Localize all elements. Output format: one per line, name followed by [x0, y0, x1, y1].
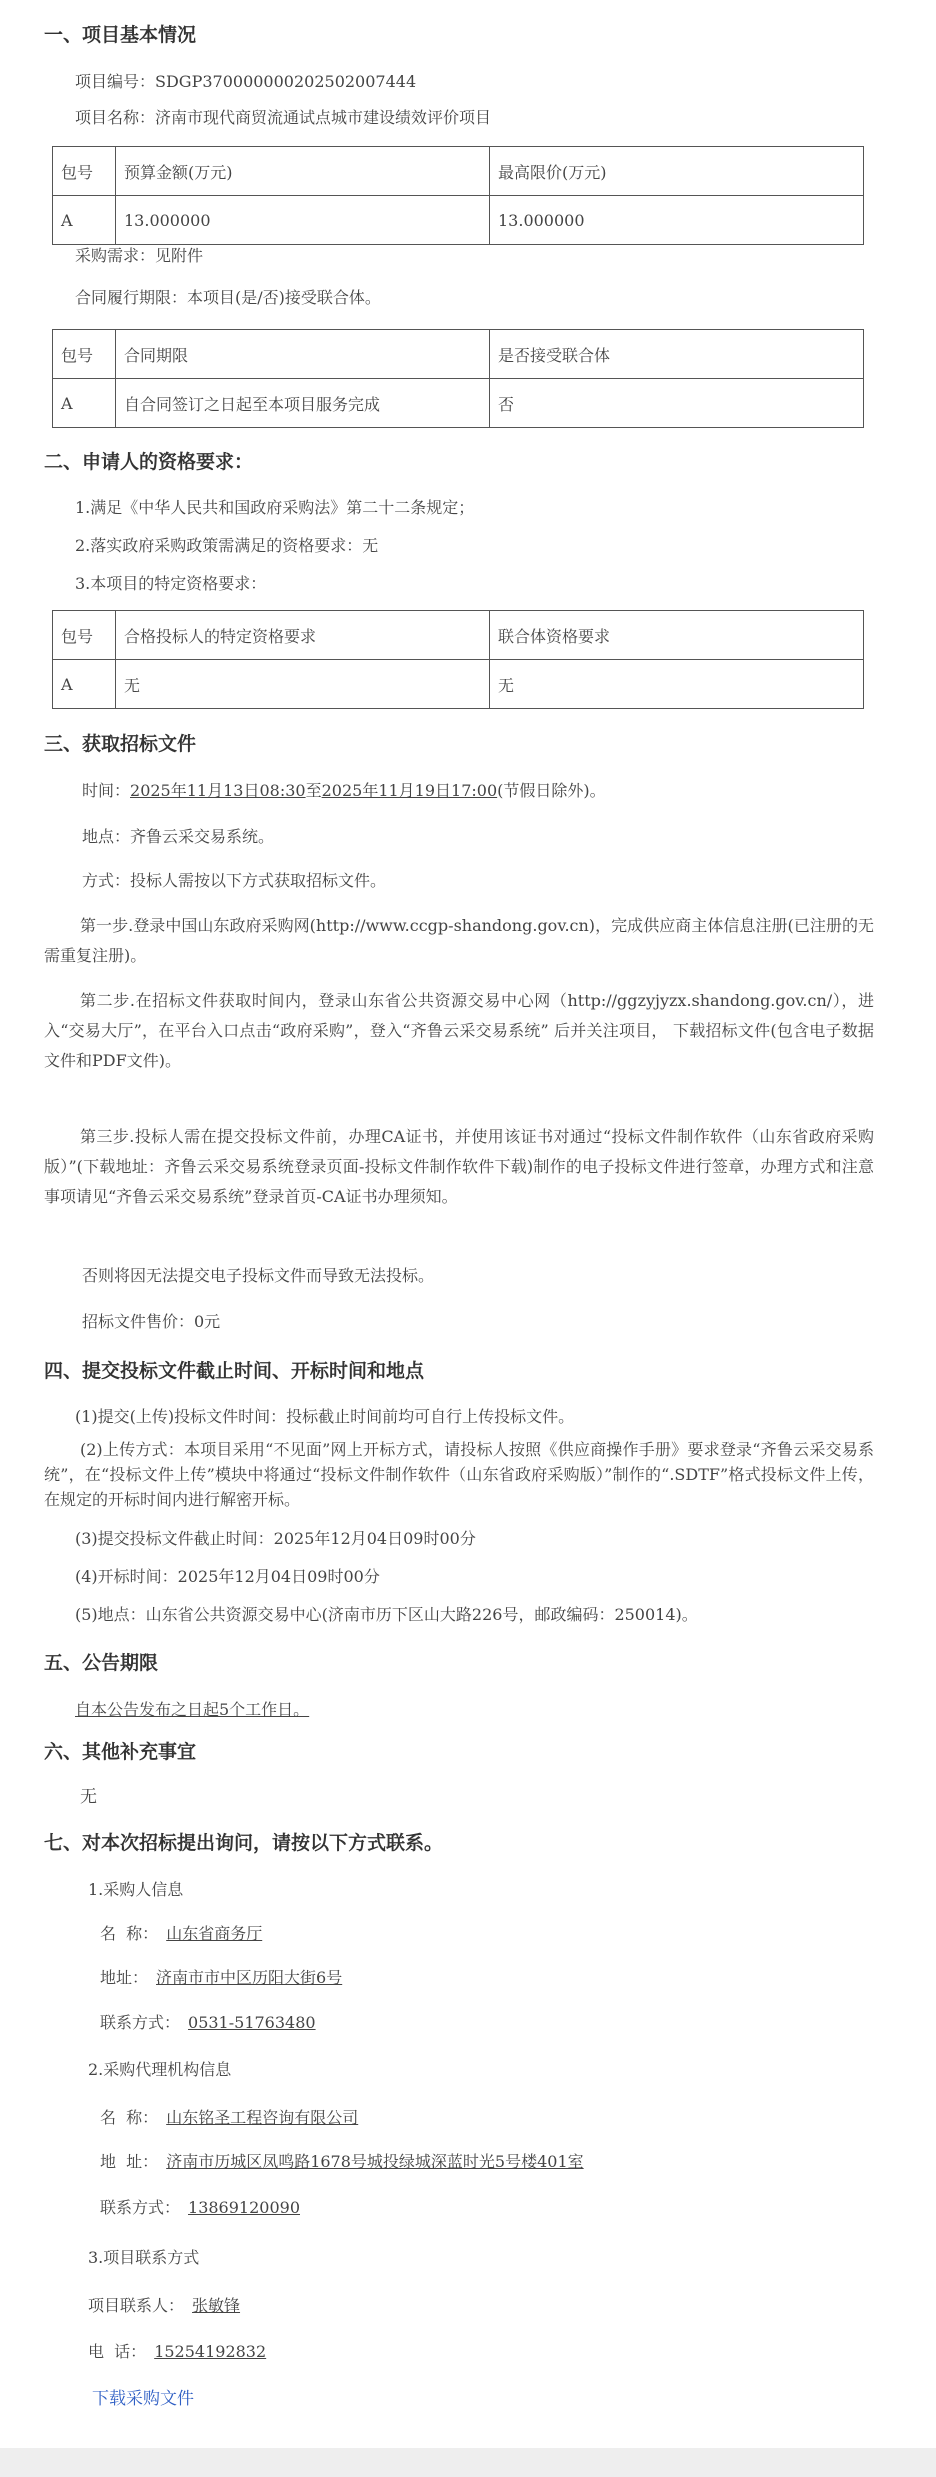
agency-contact: 联系方式： 13869120090	[100, 2198, 300, 2217]
qualification-item-2: 2.落实政府采购政策需满足的资格要求：无	[75, 536, 379, 555]
table-header-cell: 合格投标人的特定资格要求	[116, 611, 490, 660]
table-cell: 否	[490, 379, 864, 428]
table-header-cell: 最高限价(万元)	[490, 147, 864, 196]
table-header-cell: 合同期限	[116, 330, 490, 379]
contact-phone: 电 话： 15254192832	[88, 2342, 267, 2361]
section-3-heading: 三、获取招标文件	[44, 733, 197, 755]
table-header-cell: 包号	[53, 611, 116, 660]
table-header-row	[53, 330, 864, 379]
acquire-time: 时间：2025年11月13日08:30至2025年11月19日17:00(节假日除外)。	[82, 781, 606, 800]
submit-item-4: (4)开标时间：2025年12月04日09时00分	[75, 1567, 380, 1586]
page-footer-bar	[0, 2448, 936, 2477]
acquire-place: 地点：齐鲁云采交易系统。	[82, 827, 275, 846]
purchaser-name: 名 称： 山东省商务厅	[100, 1924, 263, 1943]
section-2-heading: 二、申请人的资格要求：	[44, 451, 254, 473]
table-row	[53, 379, 864, 428]
contract-table	[52, 329, 864, 428]
agency-title: 2.采购代理机构信息	[88, 2060, 232, 2079]
table-cell: A	[53, 660, 116, 709]
section-6-heading: 六、其他补充事宜	[44, 1741, 197, 1763]
agency-address: 地 址： 济南市历城区凤鸣路1678号城投绿城深蓝时光5号楼401室	[100, 2152, 584, 2171]
step-2: 第二步.在招标文件获取时间内，登录山东省公共资源交易中心网（http://ggzyjyzx.shandong.gov.cn/），进入“交易大厅”，在平台入口点击“政府采购”，登入“齐鲁云采交易系统” 后并关注项目， 下载招标文件(包含电子数据文件和PDF文件)。	[44, 991, 874, 1070]
contact-person: 项目联系人： 张敏锋	[88, 2296, 241, 2315]
qualification-table	[52, 610, 864, 709]
section-5-heading: 五、公告期限	[44, 1652, 159, 1674]
announcement-period: 自本公告发布之日起5个工作日。	[75, 1700, 310, 1719]
other-matters: 无	[80, 1787, 97, 1807]
submit-item-5: (5)地点：山东省公共资源交易中心(济南市历下区山大路226号，邮政编码：250014)。	[75, 1605, 698, 1624]
step-3: 第三步.投标人需在提交投标文件前，办理CA证书，并使用该证书对通过“投标文件制作软件（山东省政府采购版）”(下载地址：齐鲁云采交易系统登录页面-投标文件制作软件下载)制作的电子投标文件进行签章，办理方式和注意事项请见“齐鲁云采交易系统”登录首页-CA证书办理须知。	[44, 1127, 874, 1206]
document-price: 招标文件售价：0元	[82, 1312, 221, 1331]
table-header-cell: 包号	[53, 147, 116, 196]
download-documents-link[interactable]: 下载采购文件	[92, 2389, 194, 2409]
agency-name: 名 称： 山东铭圣工程咨询有限公司	[100, 2108, 359, 2127]
table-header-cell: 是否接受联合体	[490, 330, 864, 379]
table-cell: 自合同签订之日起至本项目服务完成	[116, 379, 490, 428]
table-cell: 无	[490, 660, 864, 709]
table-row	[53, 660, 864, 709]
warning-text: 否则将因无法提交电子投标文件而导致无法投标。	[82, 1266, 435, 1285]
purchaser-title: 1.采购人信息	[88, 1880, 184, 1899]
step-1: 第一步.登录中国山东政府采购网(http://www.ccgp-shandong.gov.cn)，完成供应商主体信息注册(已注册的无需重复注册)。	[44, 916, 874, 965]
table-header-row	[53, 611, 864, 660]
purchaser-contact: 联系方式： 0531-51763480	[100, 2013, 316, 2032]
table-cell: A	[53, 196, 116, 245]
submit-item-1: (1)提交(上传)投标文件时间：投标截止时间前均可自行上传投标文件。	[75, 1407, 575, 1426]
qualification-item-3: 3.本项目的特定资格要求：	[75, 574, 267, 593]
project-number: 项目编号：SDGP370000000202502007444	[75, 72, 417, 91]
table-cell: 13.000000	[116, 196, 490, 245]
submit-item-2: (2)上传方式：本项目采用“不见面”网上开标方式，请投标人按照《供应商操作手册》要求登录“齐鲁云采交易系统”，在“投标文件上传”模块中将通过“投标文件制作软件（山东省政府采购版）”制作的“.SDTF”格式投标文件上传，在规定的开标时间内进行解密开标。	[44, 1440, 874, 1509]
section-4-heading: 四、提交投标文件截止时间、开标时间和地点	[44, 1360, 425, 1382]
table-cell: 无	[116, 660, 490, 709]
table-header-row	[53, 147, 864, 196]
table-cell: 13.000000	[490, 196, 864, 245]
contract-period-line: 合同履行期限：本项目(是/否)接受联合体。	[75, 288, 381, 307]
purchase-demand: 采购需求：见附件	[75, 246, 204, 265]
qualification-item-1: 1.满足《中华人民共和国政府采购法》第二十二条规定；	[75, 498, 475, 517]
project-name: 项目名称：济南市现代商贸流通试点城市建设绩效评价项目	[75, 108, 492, 127]
acquire-method: 方式：投标人需按以下方式获取招标文件。	[82, 871, 387, 890]
budget-table	[52, 146, 864, 245]
purchaser-address: 地址： 济南市市中区历阳大街6号	[100, 1968, 343, 1987]
section-1-heading: 一、项目基本情况	[44, 24, 197, 46]
table-header-cell: 联合体资格要求	[490, 611, 864, 660]
table-row	[53, 196, 864, 245]
table-header-cell: 包号	[53, 330, 116, 379]
table-cell: A	[53, 379, 116, 428]
table-header-cell: 预算金额(万元)	[116, 147, 490, 196]
project-contact-title: 3.项目联系方式	[88, 2248, 200, 2267]
section-7-heading: 七、对本次招标提出询问，请按以下方式联系。	[44, 1832, 444, 1854]
submit-item-3: (3)提交投标文件截止时间：2025年12月04日09时00分	[75, 1529, 476, 1548]
